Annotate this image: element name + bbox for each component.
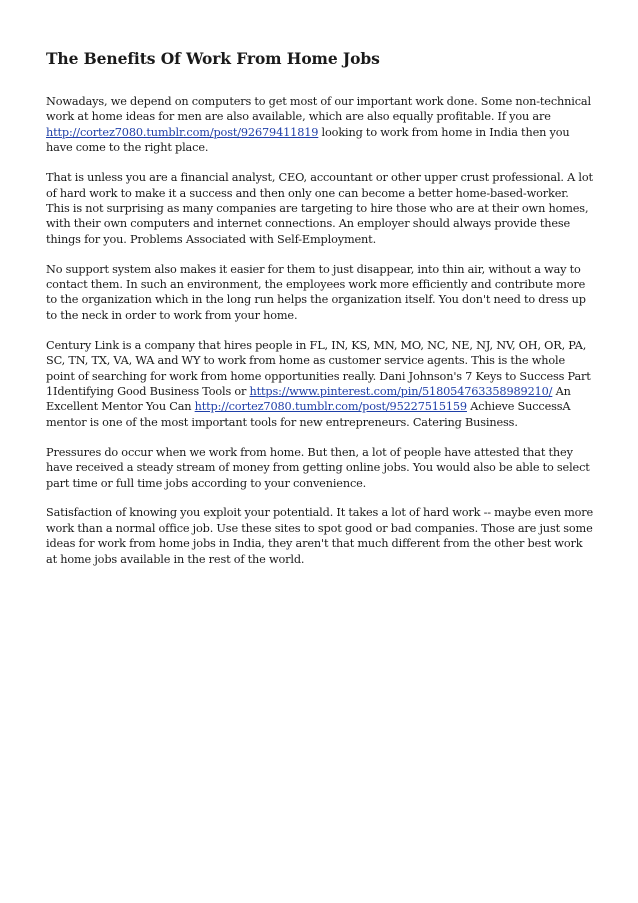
paragraph-2 xyxy=(46,170,594,247)
paragraph-2-text: That is unless you are a financial analyst, CEO, accountant or other upper crust professional. A lot of hard work to make it a success and then only one can become a better home-based-worker. This is not surprising as many companies are targeting to hire those who are at their own homes, with their own computers and internet connections. An employer should always provide these things for you. Problems Associated with Self-Employment. xyxy=(46,171,593,246)
paragraph-4-text-c: Achieve SuccessA mentor is one of the most important tools for new entrepreneurs. Catering Business. xyxy=(46,400,571,429)
paragraph-6 xyxy=(46,505,594,567)
page-title: The Benefits Of Work From Home Jobs xyxy=(46,49,380,68)
paragraph-5 xyxy=(46,445,594,491)
paragraph-4-text-a: Century Link is a company that hires people in FL, IN, KS, MN, MO, NC, NE, NJ, NV, OH, OR, PA, SC, TN, TX, VA, WA and WY to work from home as customer service agents. This is the whole point of searching for work from home opportunities really. Dani Johnson's 7 Keys to Success Part 1Identifying Good Business Tools or xyxy=(46,338,591,398)
pinterest-link[interactable]: https://www.pinterest.com/pin/518054763358989210/ xyxy=(249,385,553,398)
paragraph-1 xyxy=(46,94,594,156)
paragraph-4 xyxy=(46,338,594,430)
cortez-tumblr-link-2[interactable]: http://cortez7080.tumblr.com/post/95227515159 xyxy=(194,400,467,414)
paragraph-4-text-b: An Excellent Mentor You Can xyxy=(46,385,571,414)
paragraph-3 xyxy=(46,262,594,324)
document-page xyxy=(46,48,594,582)
paragraph-3-text: No support system also makes it easier for them to just disappear, into thin air, without a way to contact them. In such an environment, the employees work more efficiently and contribute more to the organization which in the long run helps the organization itself. You don't need to dress up to the neck in order to work from your home. xyxy=(46,262,586,322)
paragraph-1-text-a: Nowadays, we depend on computers to get most of our important work done. Some non-technical work at home ideas for men are also available, which are also equally profitable. If you are xyxy=(46,95,591,124)
cortez-tumblr-link-1[interactable]: http://cortez7080.tumblr.com/post/92679411819 xyxy=(46,125,319,139)
paragraph-1-text-b: looking to work from home in India then you have come to the right place. xyxy=(46,125,570,155)
paragraph-6-text: Satisfaction of knowing you exploit your potentiald. It takes a lot of hard work -- maybe even more work than a normal office job. Use these sites to spot good or bad companies. Those are just some ideas for work from home jobs in India, they aren't that much different from the other best work at home jobs available in the rest of the world. xyxy=(46,506,594,566)
paragraph-5-text: Pressures do occur when we work from home. But then, a lot of people have attested that they have received a steady stream of money from getting online jobs. You would also be able to select part time or full time jobs according to your convenience. xyxy=(46,445,590,490)
